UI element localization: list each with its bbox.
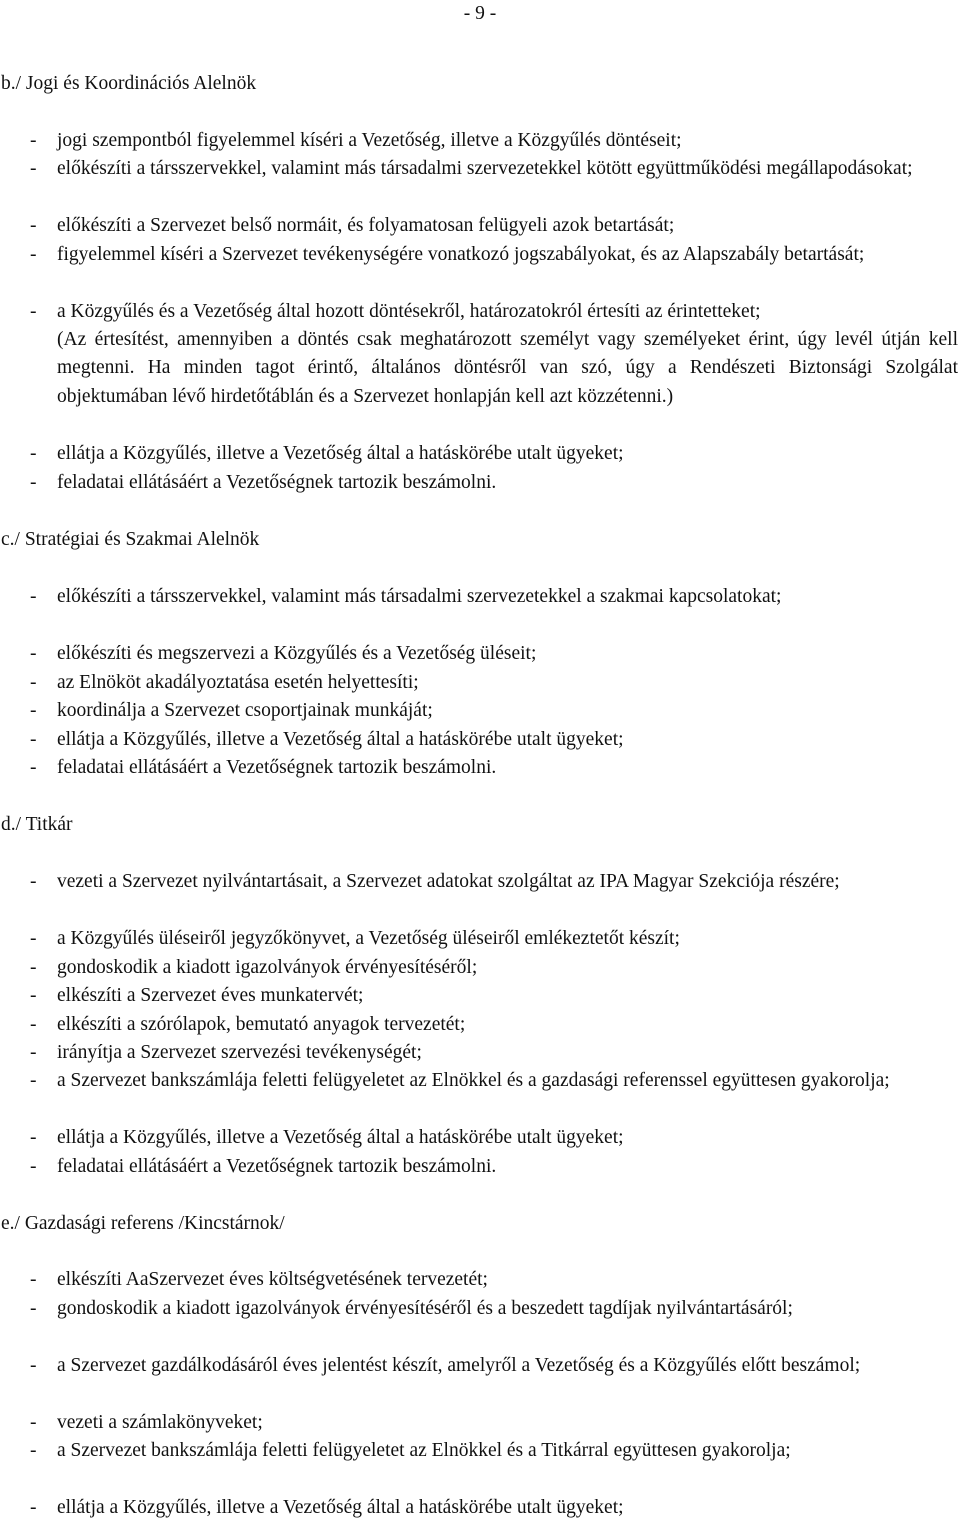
list-marker: - <box>30 1070 37 1091</box>
list-item <box>30 1295 958 1323</box>
list-item <box>30 469 958 497</box>
list-item-text: gondoskodik a kiadott igazolványok érvényesítéséről és a beszedett tagdíjak nyilvántartásáról; <box>57 1298 793 1319</box>
list-item-text: ellátja a Közgyűlés, illetve a Vezetőség által a hatáskörébe utalt ügyeket; <box>57 729 624 750</box>
list-item-text: ellátja a Közgyűlés, illetve a Vezetőség által a hatáskörébe utalt ügyeket; <box>57 1127 624 1148</box>
list-item <box>30 583 958 611</box>
list-item <box>30 669 958 697</box>
list-item-text: elkészíti a Szervezet éves munkatervét; <box>57 985 364 1006</box>
list-item <box>30 982 958 1010</box>
list-marker: - <box>30 643 37 664</box>
list-item <box>30 298 958 326</box>
list-marker: - <box>30 130 37 151</box>
list-marker: - <box>30 1440 37 1461</box>
notification-note: (Az értesítést, amennyiben a döntés csak meghatározott személyt vagy személyeket érint, úgy levél útján kell megtenni. Ha minden tagot érintő, általános döntésről van szó, úgy a Rendészeti Biztonsági Szolgálat objektumában lévő hirdetőtáblán és a Szervezet honlapján kell azt közzétenni.) <box>57 329 958 407</box>
list-marker: - <box>30 586 37 607</box>
list-item-text: koordinálja a Szervezet csoportjainak munkáját; <box>57 700 433 721</box>
list-marker: - <box>30 215 37 236</box>
list-item <box>30 726 958 754</box>
list-item-text: előkészíti a társszervekkel, valamint más társadalmi szervezetekkel kötött együttműködési megállapodásokat; <box>57 158 913 179</box>
list-item-text: a Szervezet bankszámlája feletti felügyeletet az Elnökkel és a Titkárral együttesen gyakorolja; <box>57 1440 791 1461</box>
list-item-text: vezeti a számlakönyveket; <box>57 1412 263 1433</box>
list-item-text: jogi szempontból figyelemmel kíséri a Vezetőség, illetve a Közgyűlés döntéseit; <box>57 130 682 151</box>
list-marker: - <box>30 871 37 892</box>
list-marker: - <box>30 1298 37 1319</box>
list-item-text: a Szervezet gazdálkodásáról éves jelentést készít, amelyről a Vezetőség és a Közgyűlés előtt beszámol; <box>57 1355 861 1376</box>
list-item-text: feladatai ellátásáért a Vezetőségnek tartozik beszámolni. <box>57 1156 497 1177</box>
list-item <box>30 1067 958 1095</box>
list-item <box>30 1039 958 1067</box>
list-item-text: a Közgyűlés üléseiről jegyzőkönyvet, a Vezetőség üléseiről emlékeztetőt készít; <box>57 928 680 949</box>
list-item-text: ellátja a Közgyűlés, illetve a Vezetőség által a hatáskörébe utalt ügyeket; <box>57 443 624 464</box>
list-item-text: ellátja a Közgyűlés, illetve a Vezetőség által a hatáskörébe utalt ügyeket; <box>57 1497 624 1518</box>
list-item <box>30 925 958 953</box>
list-item <box>30 697 958 725</box>
section-d-heading: d./ Titkár <box>1 814 73 835</box>
list-marker: - <box>30 1042 37 1063</box>
list-marker: - <box>30 700 37 721</box>
list-marker: - <box>30 1127 37 1148</box>
section-e-heading: e./ Gazdasági referens /Kincstárnok/ <box>1 1213 285 1234</box>
list-item <box>30 868 958 896</box>
list-item <box>30 1437 958 1465</box>
list-item <box>30 1266 958 1294</box>
list-item-text: vezeti a Szervezet nyilvántartásait, a Szervezet adatokat szolgáltat az IPA Magyar Szekciója részére; <box>57 871 840 892</box>
page-number: - 9 - <box>463 3 497 24</box>
list-item <box>30 1494 958 1522</box>
list-item-text: figyelemmel kíséri a Szervezet tevékenységére vonatkozó jogszabályokat, és az Alapszabály betartását; <box>57 244 865 265</box>
list-item-text: előkészíti és megszervezi a Közgyűlés és a Vezetőség üléseit; <box>57 643 537 664</box>
list-item-text: elkészíti a szórólapok, bemutató anyagok tervezetét; <box>57 1014 466 1035</box>
list-marker: - <box>30 1412 37 1433</box>
list-item <box>30 1153 958 1181</box>
list-marker: - <box>30 672 37 693</box>
list-marker: - <box>30 443 37 464</box>
list-marker: - <box>30 957 37 978</box>
list-item <box>30 212 958 240</box>
list-marker: - <box>30 1269 37 1290</box>
list-marker: - <box>30 244 37 265</box>
list-item-text: elkészíti AaSzervezet éves költségvetésének tervezetét; <box>57 1269 488 1290</box>
list-item <box>30 754 958 782</box>
list-item <box>30 127 958 155</box>
list-marker: - <box>30 1156 37 1177</box>
list-item-text: irányítja a Szervezet szervezési tevékenységét; <box>57 1042 422 1063</box>
list-item <box>30 954 958 982</box>
list-item-text: előkészíti a társszervekkel, valamint más társadalmi szervezetekkel a szakmai kapcsolatokat; <box>57 586 782 607</box>
list-item <box>30 440 958 468</box>
list-item-text: előkészíti a Szervezet belső normáit, és folyamatosan felügyeli azok betartását; <box>57 215 675 236</box>
list-marker: - <box>30 1497 37 1518</box>
list-item <box>30 640 958 668</box>
list-item-text: gondoskodik a kiadott igazolványok érvényesítéséről; <box>57 957 478 978</box>
list-marker: - <box>30 985 37 1006</box>
list-item-text: az Elnököt akadályoztatása esetén helyettesíti; <box>57 672 419 693</box>
section-c-heading: c./ Stratégiai és Szakmai Alelnök <box>1 529 260 550</box>
list-item <box>30 1011 958 1039</box>
list-marker: - <box>30 472 37 493</box>
list-item <box>30 1352 958 1380</box>
list-item-text: feladatai ellátásáért a Vezetőségnek tartozik beszámolni. <box>57 757 497 778</box>
list-marker: - <box>30 757 37 778</box>
list-marker: - <box>30 158 37 179</box>
list-item <box>30 1409 958 1437</box>
list-item <box>30 241 958 269</box>
list-item-text: a Szervezet bankszámlája feletti felügyeletet az Elnökkel és a gazdasági referenssel együttesen gyakorolja; <box>57 1070 890 1091</box>
list-marker: - <box>30 1355 37 1376</box>
list-item <box>30 155 958 183</box>
list-marker: - <box>30 729 37 750</box>
list-marker: - <box>30 1014 37 1035</box>
section-b-heading: b./ Jogi és Koordinációs Alelnök <box>1 73 257 94</box>
list-marker: - <box>30 928 37 949</box>
list-marker: - <box>30 301 37 322</box>
list-item-text: feladatai ellátásáért a Vezetőségnek tartozik beszámolni. <box>57 472 497 493</box>
list-item-text: a Közgyűlés és a Vezetőség által hozott döntésekről, határozatokról értesíti az érintetteket; <box>57 301 761 322</box>
list-item <box>30 1124 958 1152</box>
